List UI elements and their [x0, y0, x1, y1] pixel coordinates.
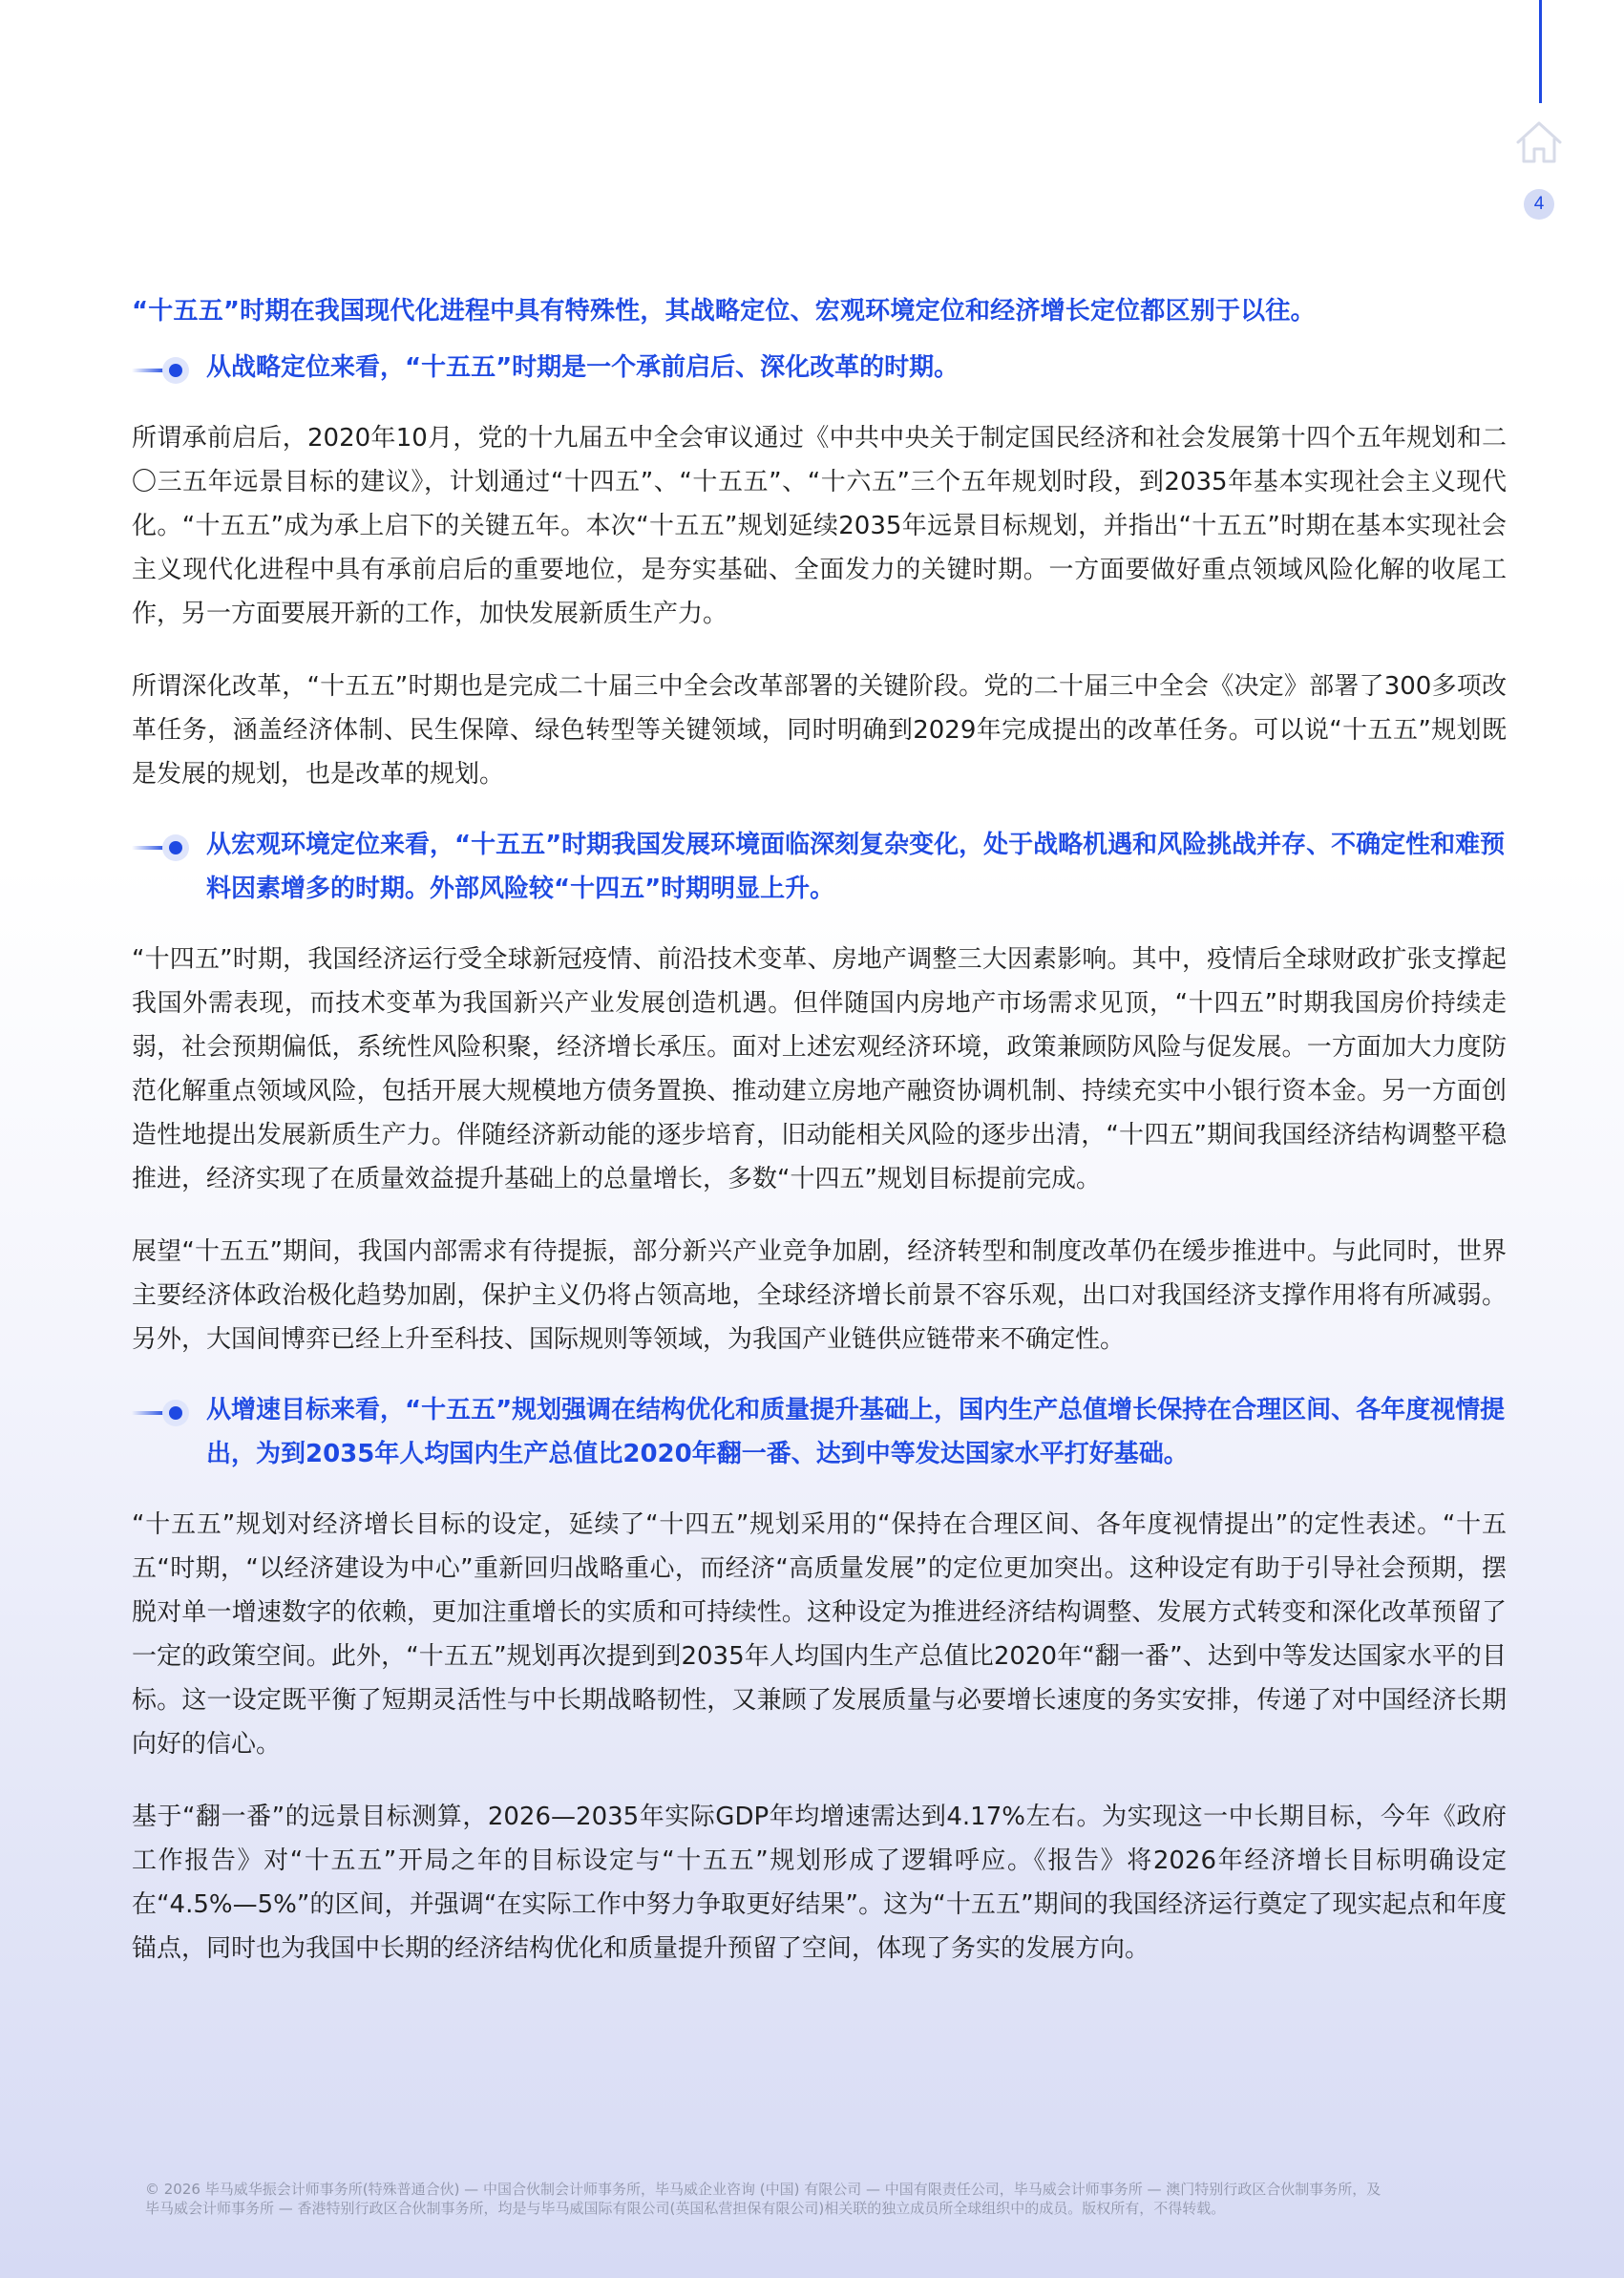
bullet-marker-icon: [132, 1398, 193, 1428]
section-heading-text: 从战略定位来看，“十五五”时期是一个承前启后、深化改革的时期。: [206, 353, 960, 382]
top-accent-line: [1539, 0, 1542, 103]
section-heading-strategic: [132, 346, 1507, 390]
main-content: [132, 286, 1507, 1971]
body-paragraph: 所谓承前启后，2020年10月，党的十九届五中全会审议通过《中共中央关于制定国民经济和社会发展第十四个五年规划和二〇三五年远景目标的建议》，计划通过“十四五”、“十五五”、“十六五”三个五年规划时段，到2035年基本实现社会主义现代化。“十五五”成为承上启下的关键五年。本次“十五五”规划延续2035年远景目标规划，并指出“十五五”时期在基本实现社会主义现代化进程中具有承前启后的重要地位，是夯实基础、全面发力的关键时期。一方面要做好重点领域风险化解的收尾工作，另一方面要展开新的工作，加快发展新质生产力。: [132, 424, 1507, 628]
body-paragraph: 基于“翻一番”的远景目标测算，2026—2035年实际GDP年均增速需达到4.17%左右。为实现这一中长期目标，今年《政府工作报告》对“十五五”开局之年的目标设定与“十五五”规划形成了逻辑呼应。《报告》将2026年经济增长目标明确设定在“4.5%—5%”的区间，并强调“在实际工作中努力争取更好结果”。这为“十五五”期间的我国经济运行奠定了现实起点和年度锚点，同时也为我国中长期的经济结构优化和质量提升预留了空间，体现了务实的发展方向。: [132, 1803, 1507, 1963]
page-number: 4: [1524, 189, 1554, 220]
lead-statement: “十五五”时期在我国现代化进程中具有特殊性，其战略定位、宏观环境定位和经济增长定位都区别于以往。: [132, 297, 1316, 326]
bullet-marker-icon: [132, 355, 193, 386]
body-paragraph: 所谓深化改革，“十五五”时期也是完成二十届三中全会改革部署的关键阶段。党的二十届三中全会《决定》部署了300多项改革任务，涵盖经济体制、民生保障、绿色转型等关键领域，同时明确到2029年完成提出的改革任务。可以说“十五五”规划既是发展的规划，也是改革的规划。: [132, 672, 1507, 789]
body-paragraph: “十五五”规划对经济增长目标的设定，延续了“十四五”规划采用的“保持在合理区间、各年度视情提出”的定性表述。“十五五“时期，“以经济建设为中心”重新回归战略重心，而经济“高质量发展”的定位更加突出。这种设定有助于引导社会预期，摆脱对单一增速数字的依赖，更加注重增长的实质和可持续性。这种设定为推进经济结构调整、发展方式转变和深化改革预留了一定的政策空间。此外，“十五五”规划再次提到到2035年人均国内生产总值比2020年“翻一番”、达到中等发达国家水平的目标。这一设定既平衡了短期灵活性与中长期战略韧性，又兼顾了发展质量与必要增长速度的务实安排，传递了对中国经济长期向好的信心。: [132, 1510, 1507, 1759]
section-heading-growth: [132, 1388, 1507, 1476]
section-heading-text: 从增速目标来看，“十五五”规划强调在结构优化和质量提升基础上，国内生产总值增长保持在合理区间、各年度视情提出，为到2035年人均国内生产总值比2020年翻一番、达到中等发达国家水平打好基础。: [206, 1396, 1506, 1468]
body-paragraph: “十四五”时期，我国经济运行受全球新冠疫情、前沿技术变革、房地产调整三大因素影响。其中，疫情后全球财政扩张支撑起我国外需表现，而技术变革为我国新兴产业发展创造机遇。但伴随国内房地产市场需求见顶，“十四五”时期我国房价持续走弱，社会预期偏低，系统性风险积聚，经济增长承压。面对上述宏观经济环境，政策兼顾防风险与促发展。一方面加大力度防范化解重点领域风险，包括开展大规模地方债务置换、推动建立房地产融资协调机制、持续充实中小银行资本金。另一方面创造性地提出发展新质生产力。伴随经济新动能的逐步培育，旧动能相关风险的逐步出清，“十四五”期间我国经济结构调整平稳推进，经济实现了在质量效益提升基础上的总量增长，多数“十四五”规划目标提前完成。: [132, 945, 1507, 1193]
home-icon[interactable]: [1514, 118, 1564, 166]
section-heading-text: 从宏观环境定位来看，“十五五”时期我国发展环境面临深刻复杂变化，处于战略机遇和风险挑战并存、不确定性和难预料因素增多的时期。外部风险较“十四五”时期明显上升。: [206, 831, 1506, 903]
body-paragraph: 展望“十五五”期间，我国内部需求有待提振，部分新兴产业竞争加剧，经济转型和制度改革仍在缓步推进中。与此同时，世界主要经济体政治极化趋势加剧，保护主义仍将占领高地，全球经济增长前景不容乐观，出口对我国经济支撑作用将有所减弱。另外，大国间博弈已经上升至科技、国际规则等领域，为我国产业链供应链带来不确定性。: [132, 1237, 1507, 1354]
bullet-marker-icon: [132, 833, 193, 863]
copyright-footer: © 2026 毕马威华振会计师事务所(特殊普通合伙) — 中国合伙制会计师事务所，毕马威企业咨询 (中国) 有限公司 — 中国有限责任公司，毕马威会计师事务所 — 澳门特别行政区合伙制事务所，及毕马威会计师事务所 — 香港特别行政区合伙制事务所，均是与毕马威国际有限公司(英国私营担保有限公司)相关联的独立成员所全球组织中的成员。版权所有，不得转载。: [145, 2181, 1381, 2217]
section-heading-macro: [132, 823, 1507, 911]
